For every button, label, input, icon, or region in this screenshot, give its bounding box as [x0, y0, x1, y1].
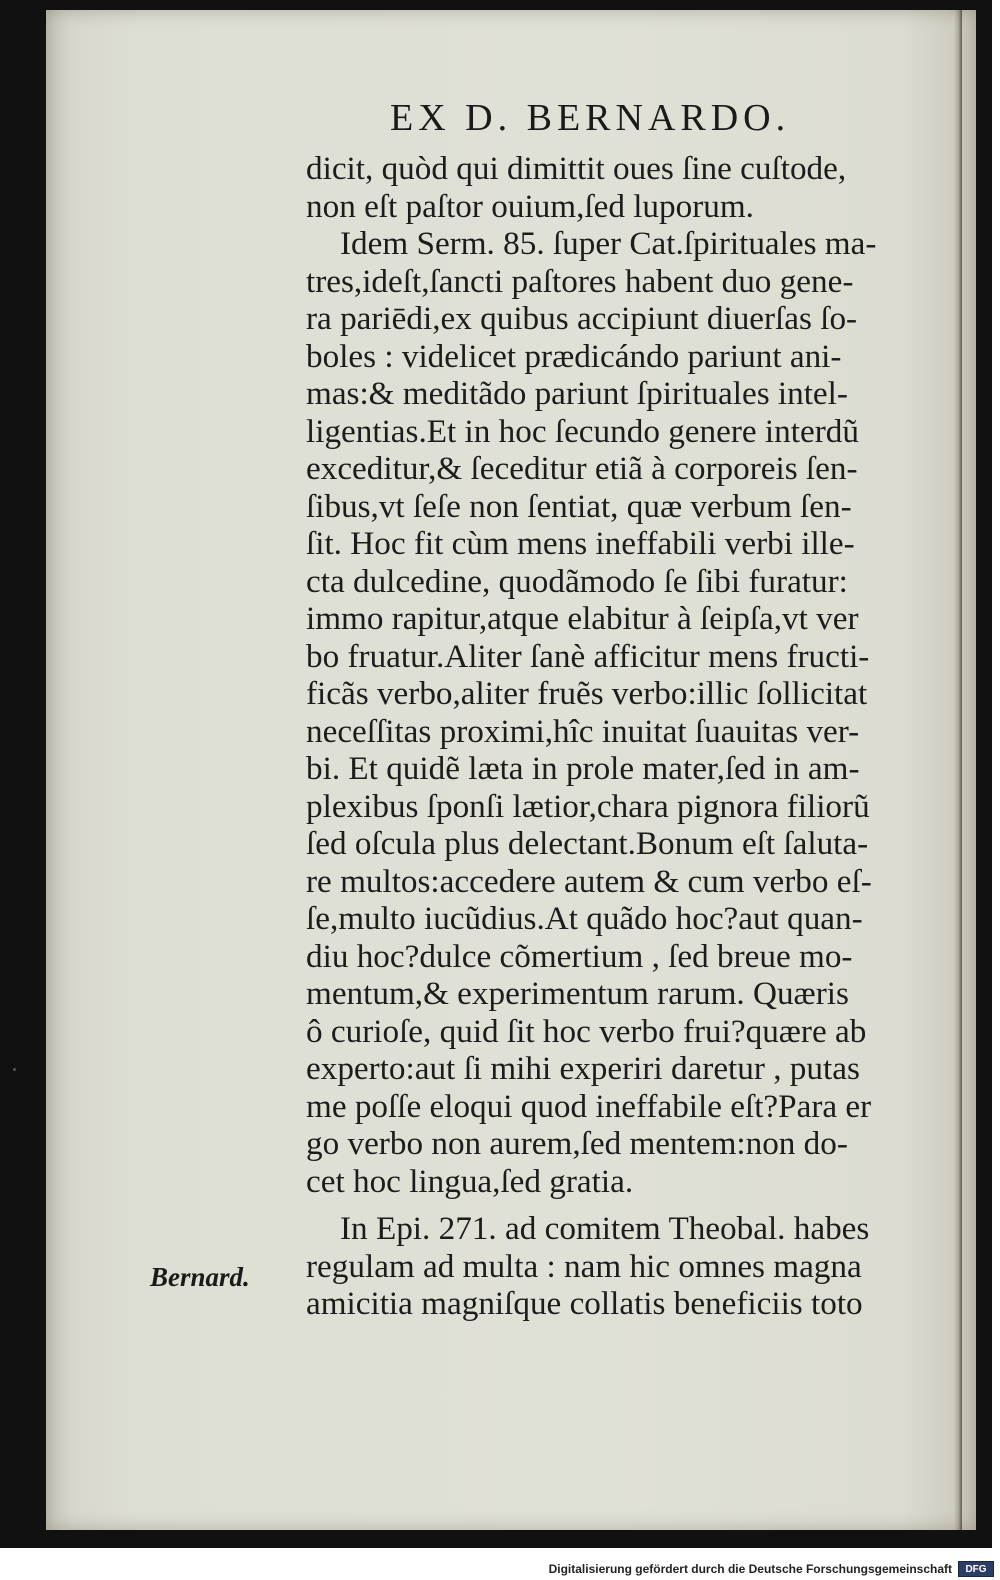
text-line: ſe,multo iucũdius.At quãdo hoc?aut quan-	[306, 900, 863, 937]
text-line: ligentias.Et in hoc ſecundo genere interdũ	[306, 412, 859, 450]
text-line: regulam ad multa : nam hic omnes magna	[306, 1247, 862, 1285]
text-line: cta dulcedine, quodãmodo ſe ſibi furatur:	[306, 562, 848, 600]
text-line: ſit. Hoc fit cùm mens ineffabili verbi ille-	[306, 525, 855, 562]
text-line: go verbo non aurem,ſed mentem:non do-	[306, 1125, 848, 1162]
digitization-credit: Digitalisierung gefördert durch die Deutsche Forschungsgemeinschaft	[548, 1562, 952, 1576]
text-line: ô curioſe, quid ſit hoc verbo frui?quære ab	[306, 1012, 867, 1050]
text-line: non eſt paſtor ouium,ſed luporum.	[306, 187, 754, 225]
text-line: boles : videlicet prædicándo pariunt ani-	[306, 337, 842, 375]
text-line: amicitia magniſque collatis beneficiis toto	[306, 1285, 863, 1322]
text-line: ficãs verbo,aliter fruẽs verbo:illic ſollicitat	[306, 675, 868, 712]
text-line: ra pariēdi,ex quibus accipiunt diuerſas ſo-	[306, 300, 858, 337]
text-line: re multos:accedere autem & cum verbo eſ-	[306, 862, 872, 900]
paragraph-gap	[306, 1200, 922, 1210]
text-line: cet hoc lingua,ſed gratia.	[306, 1162, 634, 1200]
text-line: neceſſitas proximi,hîc inuitat ſuauitas ver-	[306, 712, 860, 750]
text-line: mas:& meditãdo pariunt ſpirituales intel-	[306, 375, 848, 412]
running-head: EX D. BERNARDO.	[390, 97, 791, 139]
text-line: tres,ideſt,ſancti paſtores habent duo gene-	[306, 262, 854, 300]
text-line: experto:aut ſi mihi experiri daretur , putas	[306, 1050, 860, 1087]
text-line: plexibus ſponſi lætior,chara pignora filiorũ	[306, 787, 870, 825]
margin-note: Bernard.	[150, 1262, 250, 1292]
dfg-logo: DFG	[958, 1561, 994, 1577]
text-line: bo fruatur.Aliter ſanè afficitur mens fructi-	[306, 637, 870, 675]
text-line: me poſſe eloqui quod ineffabile eſt?Para er	[306, 1087, 872, 1125]
edge-mark	[13, 1068, 16, 1071]
text-line: immo rapitur,atque elabitur à ſeipſa,vt ver	[306, 600, 859, 637]
page-gutter-shadow	[954, 10, 962, 1530]
text-line: Idem Serm. 85. ſuper Cat.ſpirituales ma-	[340, 225, 877, 262]
text-line: exceditur,& ſeceditur etiã à corporeis ſen-	[306, 450, 858, 487]
text-line: In Epi. 271. ad comitem Theobal. habes	[340, 1210, 870, 1247]
text-line: ſed oſcula plus delectant.Bonum eſt ſaluta-	[306, 825, 869, 862]
text-line: diu hoc?dulce cõmertium , ſed breue mo-	[306, 937, 853, 975]
body-text	[306, 150, 922, 1323]
text-line: bi. Et quidẽ læta in prole mater,ſed in am-	[306, 750, 860, 787]
text-line: dicit, quòd qui dimittit oues ſine cuſtode,	[306, 150, 847, 187]
text-line: ſibus,vt ſeſe non ſentiat, quæ verbum ſen-	[306, 487, 852, 525]
text-line: mentum,& experimentum rarum. Quæris	[306, 975, 849, 1012]
